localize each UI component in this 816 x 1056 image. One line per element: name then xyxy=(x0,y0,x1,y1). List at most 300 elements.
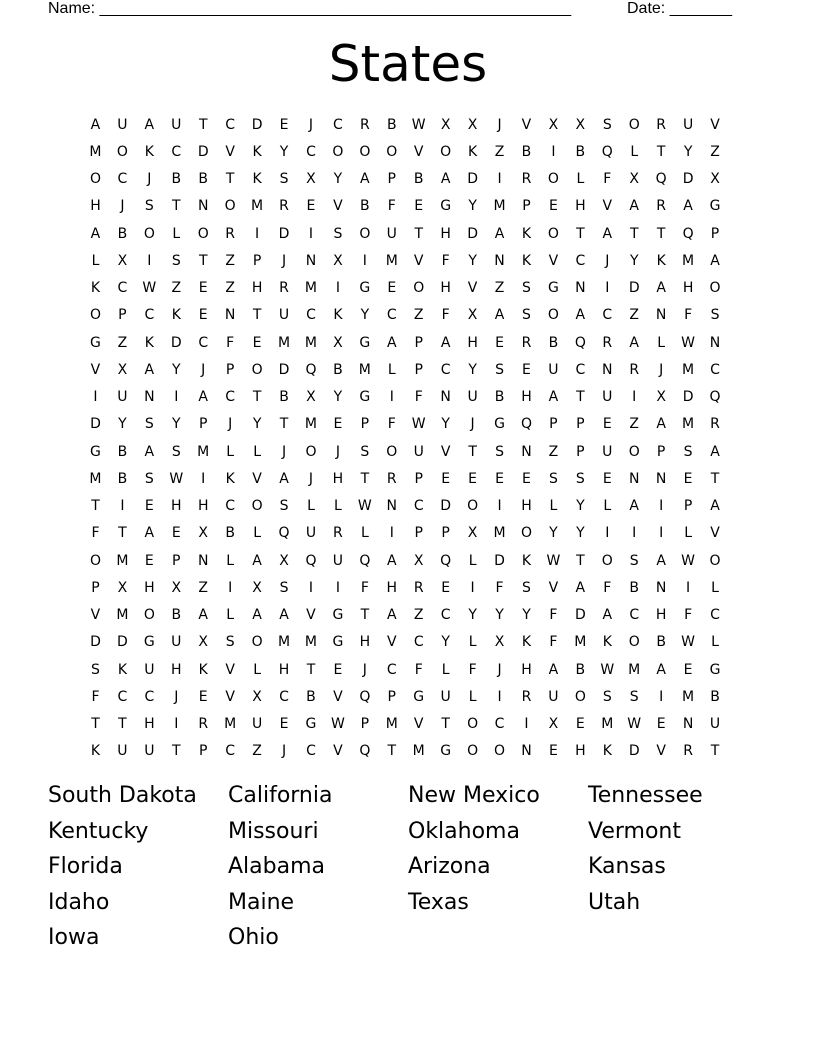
grid-letter: I xyxy=(147,252,152,269)
grid-letter: Q xyxy=(359,743,371,760)
grid-letter: S xyxy=(629,688,639,705)
grid-letter: H xyxy=(278,661,290,678)
grid-letter: P xyxy=(91,579,100,596)
grid-letter: C xyxy=(117,280,128,297)
grid-letter: H xyxy=(575,198,586,215)
grid-letter: I xyxy=(632,525,637,542)
grid-letter: N xyxy=(494,252,505,269)
grid-letter: K xyxy=(333,307,343,324)
grid-letter: X xyxy=(171,579,182,596)
grid-letter: H xyxy=(332,470,344,487)
grid-letter: G xyxy=(494,416,505,433)
grid-letter: F xyxy=(387,416,396,433)
grid-letter: I xyxy=(389,389,394,406)
grid-letter: P xyxy=(656,443,666,460)
word-list-item: Alabama xyxy=(228,854,326,879)
grid-letter: O xyxy=(305,443,317,460)
grid-letter: X xyxy=(279,552,289,569)
grid-letter: M xyxy=(682,252,695,269)
grid-letter: K xyxy=(521,225,532,242)
grid-letter: B xyxy=(171,607,182,624)
grid-letter: I xyxy=(524,716,529,733)
grid-letter: U xyxy=(386,225,397,242)
grid-letter: O xyxy=(251,361,263,378)
grid-letter: A xyxy=(710,252,720,269)
grid-letter: V xyxy=(413,252,424,269)
grid-letter: P xyxy=(198,743,208,760)
grid-letter: P xyxy=(387,171,396,188)
grid-letter: L xyxy=(657,334,666,351)
grid-letter: Q xyxy=(520,416,532,433)
grid-letter: S xyxy=(495,443,504,460)
grid-letter: F xyxy=(549,634,558,651)
grid-letter: R xyxy=(413,579,424,596)
grid-letter: B xyxy=(629,579,640,596)
grid-letter: Q xyxy=(305,361,317,378)
grid-letter: S xyxy=(522,280,531,297)
grid-letter: H xyxy=(144,579,155,596)
grid-letter: U xyxy=(440,688,451,705)
grid-letter: V xyxy=(440,443,451,460)
grid-letter: I xyxy=(255,225,260,242)
word-list-item: Ohio xyxy=(228,925,279,950)
grid-letter: X xyxy=(198,525,209,542)
grid-letter: E xyxy=(522,470,531,487)
grid-letter: I xyxy=(497,498,502,515)
grid-letter: J xyxy=(174,688,179,705)
grid-letter: L xyxy=(253,525,261,542)
grid-letter: A xyxy=(386,552,397,569)
grid-letter: R xyxy=(683,743,693,760)
grid-letter: A xyxy=(252,552,262,569)
grid-letter: W xyxy=(142,280,157,297)
grid-letter: O xyxy=(413,280,425,297)
grid-letter: O xyxy=(224,198,236,215)
grid-letter: H xyxy=(655,607,667,624)
grid-letter: T xyxy=(198,116,208,133)
grid-letter: E xyxy=(279,716,289,733)
grid-letter: L xyxy=(253,443,261,460)
grid-letter: H xyxy=(90,198,101,215)
grid-letter: A xyxy=(656,661,666,678)
grid-letter: I xyxy=(308,225,314,242)
grid-letter: A xyxy=(144,116,155,133)
grid-letter: S xyxy=(279,579,289,596)
grid-letter: B xyxy=(171,171,182,188)
grid-letter: P xyxy=(549,416,558,433)
grid-letter: J xyxy=(281,252,287,269)
grid-letter: X xyxy=(575,116,586,133)
grid-letter: M xyxy=(304,334,318,351)
grid-letter: B xyxy=(198,171,209,188)
grid-letter: I xyxy=(470,579,475,596)
grid-letter: T xyxy=(252,307,262,324)
grid-letter: A xyxy=(144,525,155,542)
grid-letter: H xyxy=(575,743,586,760)
grid-letter: A xyxy=(90,116,101,133)
grid-letter: B xyxy=(225,525,235,542)
grid-letter: B xyxy=(494,389,505,406)
grid-letter: M xyxy=(358,361,371,378)
grid-letter: U xyxy=(682,116,694,133)
grid-letter: T xyxy=(91,498,100,515)
grid-letter: R xyxy=(521,688,532,705)
grid-letter: K xyxy=(198,661,208,678)
grid-letter: C xyxy=(144,688,155,705)
grid-letter: D xyxy=(197,143,209,160)
grid-letter: F xyxy=(468,661,477,678)
grid-letter: L xyxy=(387,361,396,378)
grid-letter: O xyxy=(89,307,101,324)
grid-letter: E xyxy=(656,716,666,733)
grid-letter: Y xyxy=(118,416,127,433)
grid-letter: P xyxy=(118,307,127,324)
grid-letter: Q xyxy=(655,171,667,188)
grid-letter: L xyxy=(307,498,315,515)
grid-letter: P xyxy=(225,361,235,378)
grid-letter: H xyxy=(521,389,532,406)
grid-letter: U xyxy=(171,634,182,651)
grid-letter: R xyxy=(198,716,209,733)
grid-letter: X xyxy=(656,389,666,406)
grid-letter: F xyxy=(441,252,450,269)
grid-letter: A xyxy=(683,198,693,215)
grid-letter: P xyxy=(360,416,370,433)
grid-letter: K xyxy=(144,143,154,160)
grid-letter: A xyxy=(360,171,370,188)
date-field-label: Date: _______ xyxy=(627,0,732,17)
grid-letter: I xyxy=(201,470,206,487)
grid-letter: R xyxy=(279,280,289,297)
grid-letter: M xyxy=(574,634,587,651)
grid-letter: W xyxy=(600,661,615,678)
grid-letter: N xyxy=(197,552,209,569)
grid-letter: N xyxy=(655,579,667,596)
grid-letter: C xyxy=(575,361,586,378)
grid-letter: Y xyxy=(549,525,558,542)
grid-letter: V xyxy=(413,143,424,160)
word-list-item: Utah xyxy=(588,889,641,915)
grid-letter: K xyxy=(602,634,612,651)
grid-letter: V xyxy=(710,525,720,542)
grid-letter: O xyxy=(628,443,640,460)
grid-letter: G xyxy=(709,198,721,215)
grid-letter: Y xyxy=(468,252,477,269)
grid-letter: S xyxy=(91,661,100,678)
grid-letter: Z xyxy=(171,280,182,297)
grid-letter: C xyxy=(144,307,155,324)
grid-letter: N xyxy=(197,198,209,215)
grid-letter: U xyxy=(602,389,613,406)
grid-letter: R xyxy=(521,334,532,351)
grid-letter: J xyxy=(308,116,314,133)
grid-letter: X xyxy=(467,307,478,324)
grid-letter: C xyxy=(117,688,128,705)
grid-letter: N xyxy=(682,716,694,733)
grid-letter: E xyxy=(198,688,208,705)
grid-letter: I xyxy=(632,389,637,406)
grid-letter: H xyxy=(467,334,478,351)
grid-letter: H xyxy=(440,280,451,297)
grid-letter: P xyxy=(360,716,370,733)
grid-letter: Z xyxy=(548,443,559,460)
grid-letter: M xyxy=(116,552,129,569)
grid-letter: B xyxy=(279,389,289,406)
grid-letter: D xyxy=(251,116,263,133)
grid-letter: X xyxy=(117,361,128,378)
grid-letter: U xyxy=(117,743,128,760)
grid-letter: R xyxy=(710,416,720,433)
grid-letter: T xyxy=(306,661,316,678)
grid-letter: E xyxy=(144,552,154,569)
grid-letter: A xyxy=(629,498,639,515)
grid-letter: C xyxy=(225,498,236,515)
grid-letter: G xyxy=(547,280,559,297)
grid-letter: C xyxy=(306,143,316,160)
grid-letter: O xyxy=(359,225,371,242)
grid-letter: A xyxy=(548,661,559,678)
grid-letter: O xyxy=(601,552,613,569)
grid-letter: B xyxy=(548,334,559,351)
grid-letter: A xyxy=(629,334,639,351)
grid-letter: A xyxy=(440,171,451,188)
grid-letter: C xyxy=(386,661,397,678)
grid-letter: P xyxy=(441,525,450,542)
grid-letter: O xyxy=(574,688,586,705)
grid-letter: R xyxy=(629,361,640,378)
grid-letter: A xyxy=(575,579,586,596)
grid-letter: A xyxy=(602,225,613,242)
grid-letter: D xyxy=(467,171,478,188)
grid-letter: O xyxy=(116,143,128,160)
grid-letter: O xyxy=(251,498,263,515)
grid-letter: P xyxy=(252,252,262,269)
grid-letter: S xyxy=(171,443,181,460)
grid-letter: X xyxy=(440,116,451,133)
grid-letter: M xyxy=(277,334,291,351)
grid-letter: M xyxy=(493,525,506,542)
grid-letter: V xyxy=(386,634,397,651)
grid-letter: E xyxy=(683,661,693,678)
grid-letter: O xyxy=(520,525,532,542)
grid-letter: Z xyxy=(225,280,235,297)
grid-letter: A xyxy=(629,198,639,215)
grid-letter: J xyxy=(281,743,287,760)
grid-letter: A xyxy=(144,361,155,378)
grid-letter: X xyxy=(306,389,316,406)
grid-letter: P xyxy=(414,525,423,542)
grid-letter: C xyxy=(225,116,236,133)
grid-letter: U xyxy=(548,361,559,378)
grid-letter: S xyxy=(495,361,504,378)
grid-letter: M xyxy=(682,416,695,433)
grid-letter: N xyxy=(655,470,667,487)
word-list-item: Missouri xyxy=(228,818,319,844)
grid-letter: M xyxy=(89,143,102,160)
grid-letter: J xyxy=(147,171,152,188)
grid-letter: H xyxy=(171,498,182,515)
grid-letter: T xyxy=(710,743,720,760)
grid-letter: W xyxy=(681,552,696,569)
grid-letter: G xyxy=(413,688,425,705)
grid-letter: B xyxy=(306,688,316,705)
word-list-item: Idaho xyxy=(48,889,110,915)
grid-letter: A xyxy=(144,443,155,460)
grid-letter: P xyxy=(387,688,396,705)
grid-letter: O xyxy=(359,143,371,160)
grid-letter: L xyxy=(468,688,477,705)
grid-letter: K xyxy=(252,143,262,160)
grid-letter: T xyxy=(656,225,666,242)
grid-letter: C xyxy=(279,688,289,705)
grid-letter: D xyxy=(278,225,290,242)
grid-letter: E xyxy=(414,198,424,215)
grid-letter: O xyxy=(709,552,721,569)
grid-letter: Y xyxy=(441,634,450,651)
page-title: States xyxy=(328,35,488,93)
grid-letter: V xyxy=(548,579,559,596)
grid-letter: J xyxy=(470,416,475,433)
grid-letter: V xyxy=(225,688,235,705)
grid-letter: W xyxy=(330,716,345,733)
grid-letter: H xyxy=(251,280,263,297)
grid-letter: E xyxy=(495,470,504,487)
grid-letter: H xyxy=(521,661,532,678)
grid-letter: S xyxy=(602,116,612,133)
grid-letter: M xyxy=(89,470,102,487)
grid-letter: M xyxy=(385,716,398,733)
grid-letter: M xyxy=(304,416,318,433)
grid-letter: L xyxy=(576,171,585,188)
grid-letter: I xyxy=(497,688,502,705)
word-list-item: Oklahoma xyxy=(408,818,520,844)
grid-letter: E xyxy=(144,498,154,515)
grid-letter: T xyxy=(172,743,181,760)
grid-letter: X xyxy=(467,525,478,542)
grid-letter: O xyxy=(386,443,398,460)
grid-letter: O xyxy=(547,307,559,324)
grid-letter: T xyxy=(198,252,208,269)
grid-letter: M xyxy=(304,280,318,297)
grid-letter: J xyxy=(362,661,367,678)
grid-letter: Z xyxy=(413,307,424,324)
grid-letter: F xyxy=(91,525,100,542)
grid-letter: E xyxy=(198,280,208,297)
grid-letter: Y xyxy=(172,416,181,433)
grid-letter: A xyxy=(252,607,262,624)
grid-letter: E xyxy=(495,334,504,351)
grid-letter: K xyxy=(468,143,478,160)
grid-letter: G xyxy=(709,661,721,678)
grid-letter: J xyxy=(335,443,340,460)
grid-letter: A xyxy=(575,307,586,324)
grid-letter: K xyxy=(90,743,101,760)
grid-letter: I xyxy=(335,280,340,297)
grid-letter: T xyxy=(576,389,585,406)
grid-letter: C xyxy=(333,116,343,133)
grid-letter: U xyxy=(251,716,263,733)
grid-letter: C xyxy=(306,743,316,760)
grid-letter: D xyxy=(440,498,452,515)
grid-letter: I xyxy=(335,579,340,596)
grid-letter: Z xyxy=(629,416,640,433)
grid-letter: Q xyxy=(305,552,317,569)
grid-letter: A xyxy=(494,307,505,324)
grid-letter: J xyxy=(497,116,502,133)
grid-letter: F xyxy=(414,661,423,678)
grid-letter: X xyxy=(117,252,128,269)
grid-letter: U xyxy=(548,688,559,705)
grid-letter: R xyxy=(333,525,343,542)
grid-letter: U xyxy=(709,716,721,733)
word-list-item: Tennessee xyxy=(588,783,703,808)
grid-letter: A xyxy=(710,498,720,515)
word-list-item: Texas xyxy=(408,889,469,915)
grid-letter: K xyxy=(521,252,532,269)
grid-letter: L xyxy=(360,525,369,542)
grid-letter: N xyxy=(224,307,236,324)
grid-letter: E xyxy=(333,661,343,678)
grid-letter: T xyxy=(710,470,720,487)
grid-letter: M xyxy=(116,607,129,624)
grid-letter: Q xyxy=(574,334,586,351)
grid-letter: G xyxy=(359,389,371,406)
grid-letter: L xyxy=(226,552,235,569)
grid-letter: E xyxy=(441,579,451,596)
grid-letter: W xyxy=(546,552,561,569)
grid-letter: Q xyxy=(709,389,721,406)
grid-letter: O xyxy=(89,171,101,188)
grid-letter: T xyxy=(387,743,397,760)
grid-letter: T xyxy=(279,416,289,433)
grid-letter: F xyxy=(495,579,504,596)
grid-letter: C xyxy=(710,361,720,378)
grid-letter: G xyxy=(90,334,101,351)
grid-letter: D xyxy=(682,389,694,406)
grid-letter: I xyxy=(174,716,179,733)
word-list-item: New Mexico xyxy=(408,783,540,808)
grid-letter: M xyxy=(277,634,291,651)
grid-letter: I xyxy=(228,579,233,596)
word-list-item: California xyxy=(228,783,333,808)
grid-letter: L xyxy=(684,525,692,542)
grid-letter: S xyxy=(522,579,531,596)
grid-letter: I xyxy=(686,579,691,596)
grid-letter: U xyxy=(117,389,128,406)
grid-letter: C xyxy=(225,743,236,760)
grid-letter: V xyxy=(602,198,613,215)
grid-letter: C xyxy=(413,634,424,651)
grid-letter: B xyxy=(117,443,128,460)
grid-letter: S xyxy=(171,252,181,269)
worksheet-header xyxy=(48,0,748,18)
grid-letter: U xyxy=(467,389,478,406)
grid-letter: K xyxy=(252,171,262,188)
grid-letter: N xyxy=(628,470,640,487)
grid-letter: A xyxy=(279,470,289,487)
grid-letter: E xyxy=(279,116,289,133)
grid-letter: C xyxy=(494,716,505,733)
grid-letter: G xyxy=(440,198,452,215)
grid-letter: F xyxy=(226,334,235,351)
grid-letter: C xyxy=(306,307,316,324)
grid-letter: O xyxy=(251,634,263,651)
grid-letter: A xyxy=(440,334,451,351)
grid-letter: W xyxy=(627,716,642,733)
grid-letter: V xyxy=(413,716,424,733)
grid-letter: Q xyxy=(682,225,694,242)
grid-letter: K xyxy=(656,252,666,269)
